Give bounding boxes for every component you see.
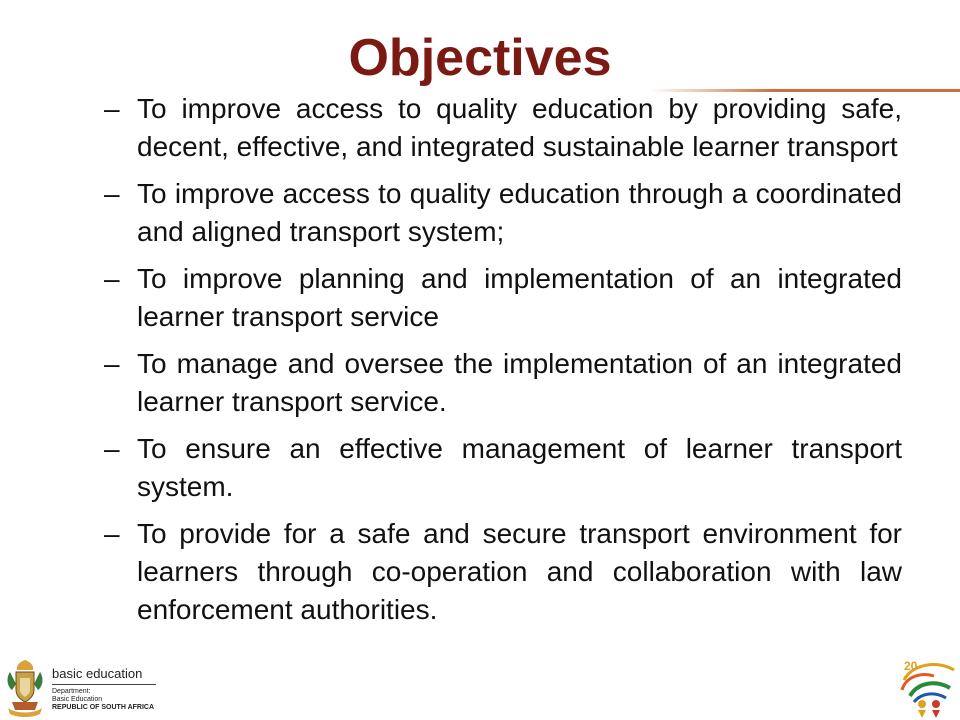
coat-of-arms-icon (2, 656, 48, 718)
brand-name: basic education (52, 666, 143, 681)
bullet-dash: – (104, 263, 120, 294)
list-item (104, 515, 902, 629)
bullet-dash: – (104, 178, 120, 209)
department-logo (2, 656, 162, 718)
list-item (104, 175, 902, 251)
bullet-dash: – (104, 433, 120, 464)
bullet-dash: – (104, 93, 120, 124)
badge-text: 20 (904, 659, 918, 673)
bullet-dash: – (104, 348, 120, 379)
list-item (104, 430, 902, 506)
list-item (104, 345, 902, 421)
dept-line: Department: (52, 688, 91, 695)
brand-rule (52, 684, 156, 685)
bullet-text: To provide for a safe and secure transport environment for learners through co-operation and collaboration with law enforcement authorities. (137, 518, 902, 625)
list-item (104, 260, 902, 336)
bullet-dash: – (104, 518, 120, 549)
anniversary-badge-icon (898, 656, 960, 720)
list-item (104, 90, 902, 166)
objectives-list (104, 90, 902, 638)
bullet-text: To improve planning and implementation of an integrated learner transport service (137, 263, 902, 332)
bullet-text: To improve access to quality education by providing safe, decent, effective, and integrated sustainable learner transport (137, 93, 902, 162)
slide-title: Objectives (348, 29, 612, 87)
bullet-text: To improve access to quality education through a coordinated and aligned transport system; (137, 178, 902, 247)
bullet-text: To ensure an effective management of learner transport system. (137, 433, 902, 502)
bullet-text: To manage and oversee the implementation of an integrated learner transport service. (137, 348, 902, 417)
dept-line: Basic Education (52, 696, 103, 703)
dept-line: REPUBLIC OF SOUTH AFRICA (52, 704, 155, 711)
